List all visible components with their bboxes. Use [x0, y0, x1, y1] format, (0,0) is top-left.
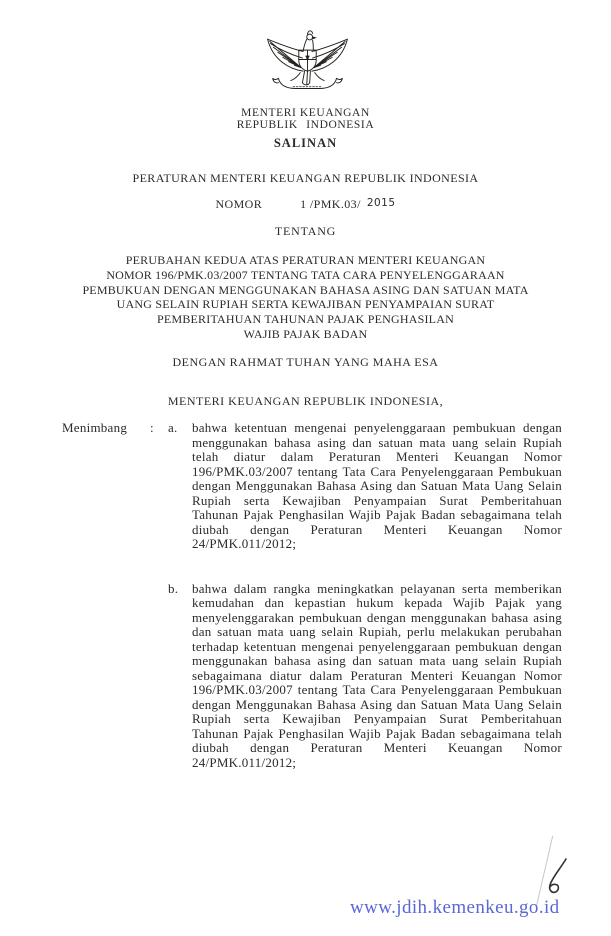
- regulation-subject: [0, 253, 611, 342]
- handwritten-page-number: [542, 856, 572, 896]
- considerations-label: Menimbang: [62, 420, 128, 435]
- item-text: bahwa dalam rangka meningkatkan pelayanan serta memberikan kemudahan dan kepastian hukum kepada Wajib Pajak yang menyelenggarakan pembukuan dengan menggunakan bahasa asing dan satuan mata uang selain Rupiah, perlu melakukan perubahan terhadap ketentuan mengenai penyelenggaraan pembukuan dengan menggunakan bahasa asing dan satuan mata uang selain Rupiah sebagaimana diatur dalam Peraturan Menteri Keuangan Nomor 196/PMK.03/2007 tentang Tata Cara Penyelenggaraan Pembukuan dengan Menggunakan Bahasa Asing dan Satuan Mata Uang Selain Rupiah serta Kewajiban Penyampaian Surat Pemberitahuan Tahunan Pajak Penghasilan Wajib Pajak Badan sebagaimana telah diubah dengan Peraturan Menteri Keuangan Nomor 24/PMK.011/2012;: [192, 580, 562, 770]
- issuer-line: MENTERI KEUANGAN REPUBLIK INDONESIA,: [167, 394, 444, 408]
- nomor-value: 1 /PMK.03/: [300, 197, 361, 211]
- nomor-year: 2015: [366, 197, 396, 209]
- considerations-separator: :: [150, 420, 154, 435]
- subject-line: UANG SELAIN RUPIAH SERTA KEWAJIBAN PENYAMPAIAN SURAT: [116, 297, 495, 312]
- ministry-name: MENTERI KEUANGAN: [241, 107, 370, 119]
- item-text: bahwa ketentuan mengenai penyelenggaraan pembukuan dengan menggunakan bahasa asing dan satuan mata uang selain Rupiah telah diatur dalam Peraturan Menteri Keuangan Nomor 196/PMK.03/2007 tentang Tata Cara Penyelenggaraan Pembukuan dengan Menggunakan Bahasa Asing dan Satuan Mata Uang Selain Rupiah serta Kewajiban Penyampaian Surat Pemberitahuan Tahunan Pajak Penghasilan Wajib Pajak Badan sebagaimana telah diubah dengan Peraturan Menteri Keuangan Nomor 24/PMK.011/2012;: [192, 420, 562, 551]
- regulation-title-line: PERATURAN MENTERI KEUANGAN REPUBLIK INDONESIA: [132, 171, 479, 185]
- considerations-items: [168, 421, 562, 770]
- consideration-item-a: [168, 421, 562, 552]
- subject-line: NOMOR 196/PMK.03/2007 TENTANG TATA CARA PENYELENGGARAAN: [106, 267, 505, 282]
- item-marker: b.: [168, 580, 179, 596]
- item-marker: a.: [168, 420, 178, 435]
- nomor-label: NOMOR: [215, 197, 263, 211]
- subject-line: PERUBAHAN KEDUA ATAS PERATURAN MENTERI KEUANGAN: [125, 253, 486, 267]
- consideration-item-b: [168, 582, 562, 771]
- considerations-section: [62, 421, 562, 770]
- subject-line: PEMBERITAHUAN TAHUNAN PAJAK PENGHASILAN: [157, 312, 454, 327]
- copy-label: SALINAN: [273, 136, 338, 150]
- subject-line: WAJIB PAJAK BADAN: [243, 326, 368, 341]
- ministry-country: REPUBLIK INDONESIA: [236, 119, 375, 131]
- handwritten-six-glyph: [542, 856, 572, 896]
- regulation-number-row: [0, 197, 611, 212]
- subject-line: PEMBUKUAN DENGAN MENGGUNAKAN BAHASA ASING DAN SATUAN MATA: [82, 282, 529, 297]
- garuda-pancasila-emblem-icon: [264, 27, 351, 108]
- tentang-label: TENTANG: [274, 224, 337, 238]
- garuda-pancasila-svg: [264, 27, 351, 108]
- jdih-watermark-url: www.jdih.kemenkeu.go.id: [350, 897, 560, 918]
- invocation-line: DENGAN RAHMAT TUHAN YANG MAHA ESA: [172, 355, 439, 369]
